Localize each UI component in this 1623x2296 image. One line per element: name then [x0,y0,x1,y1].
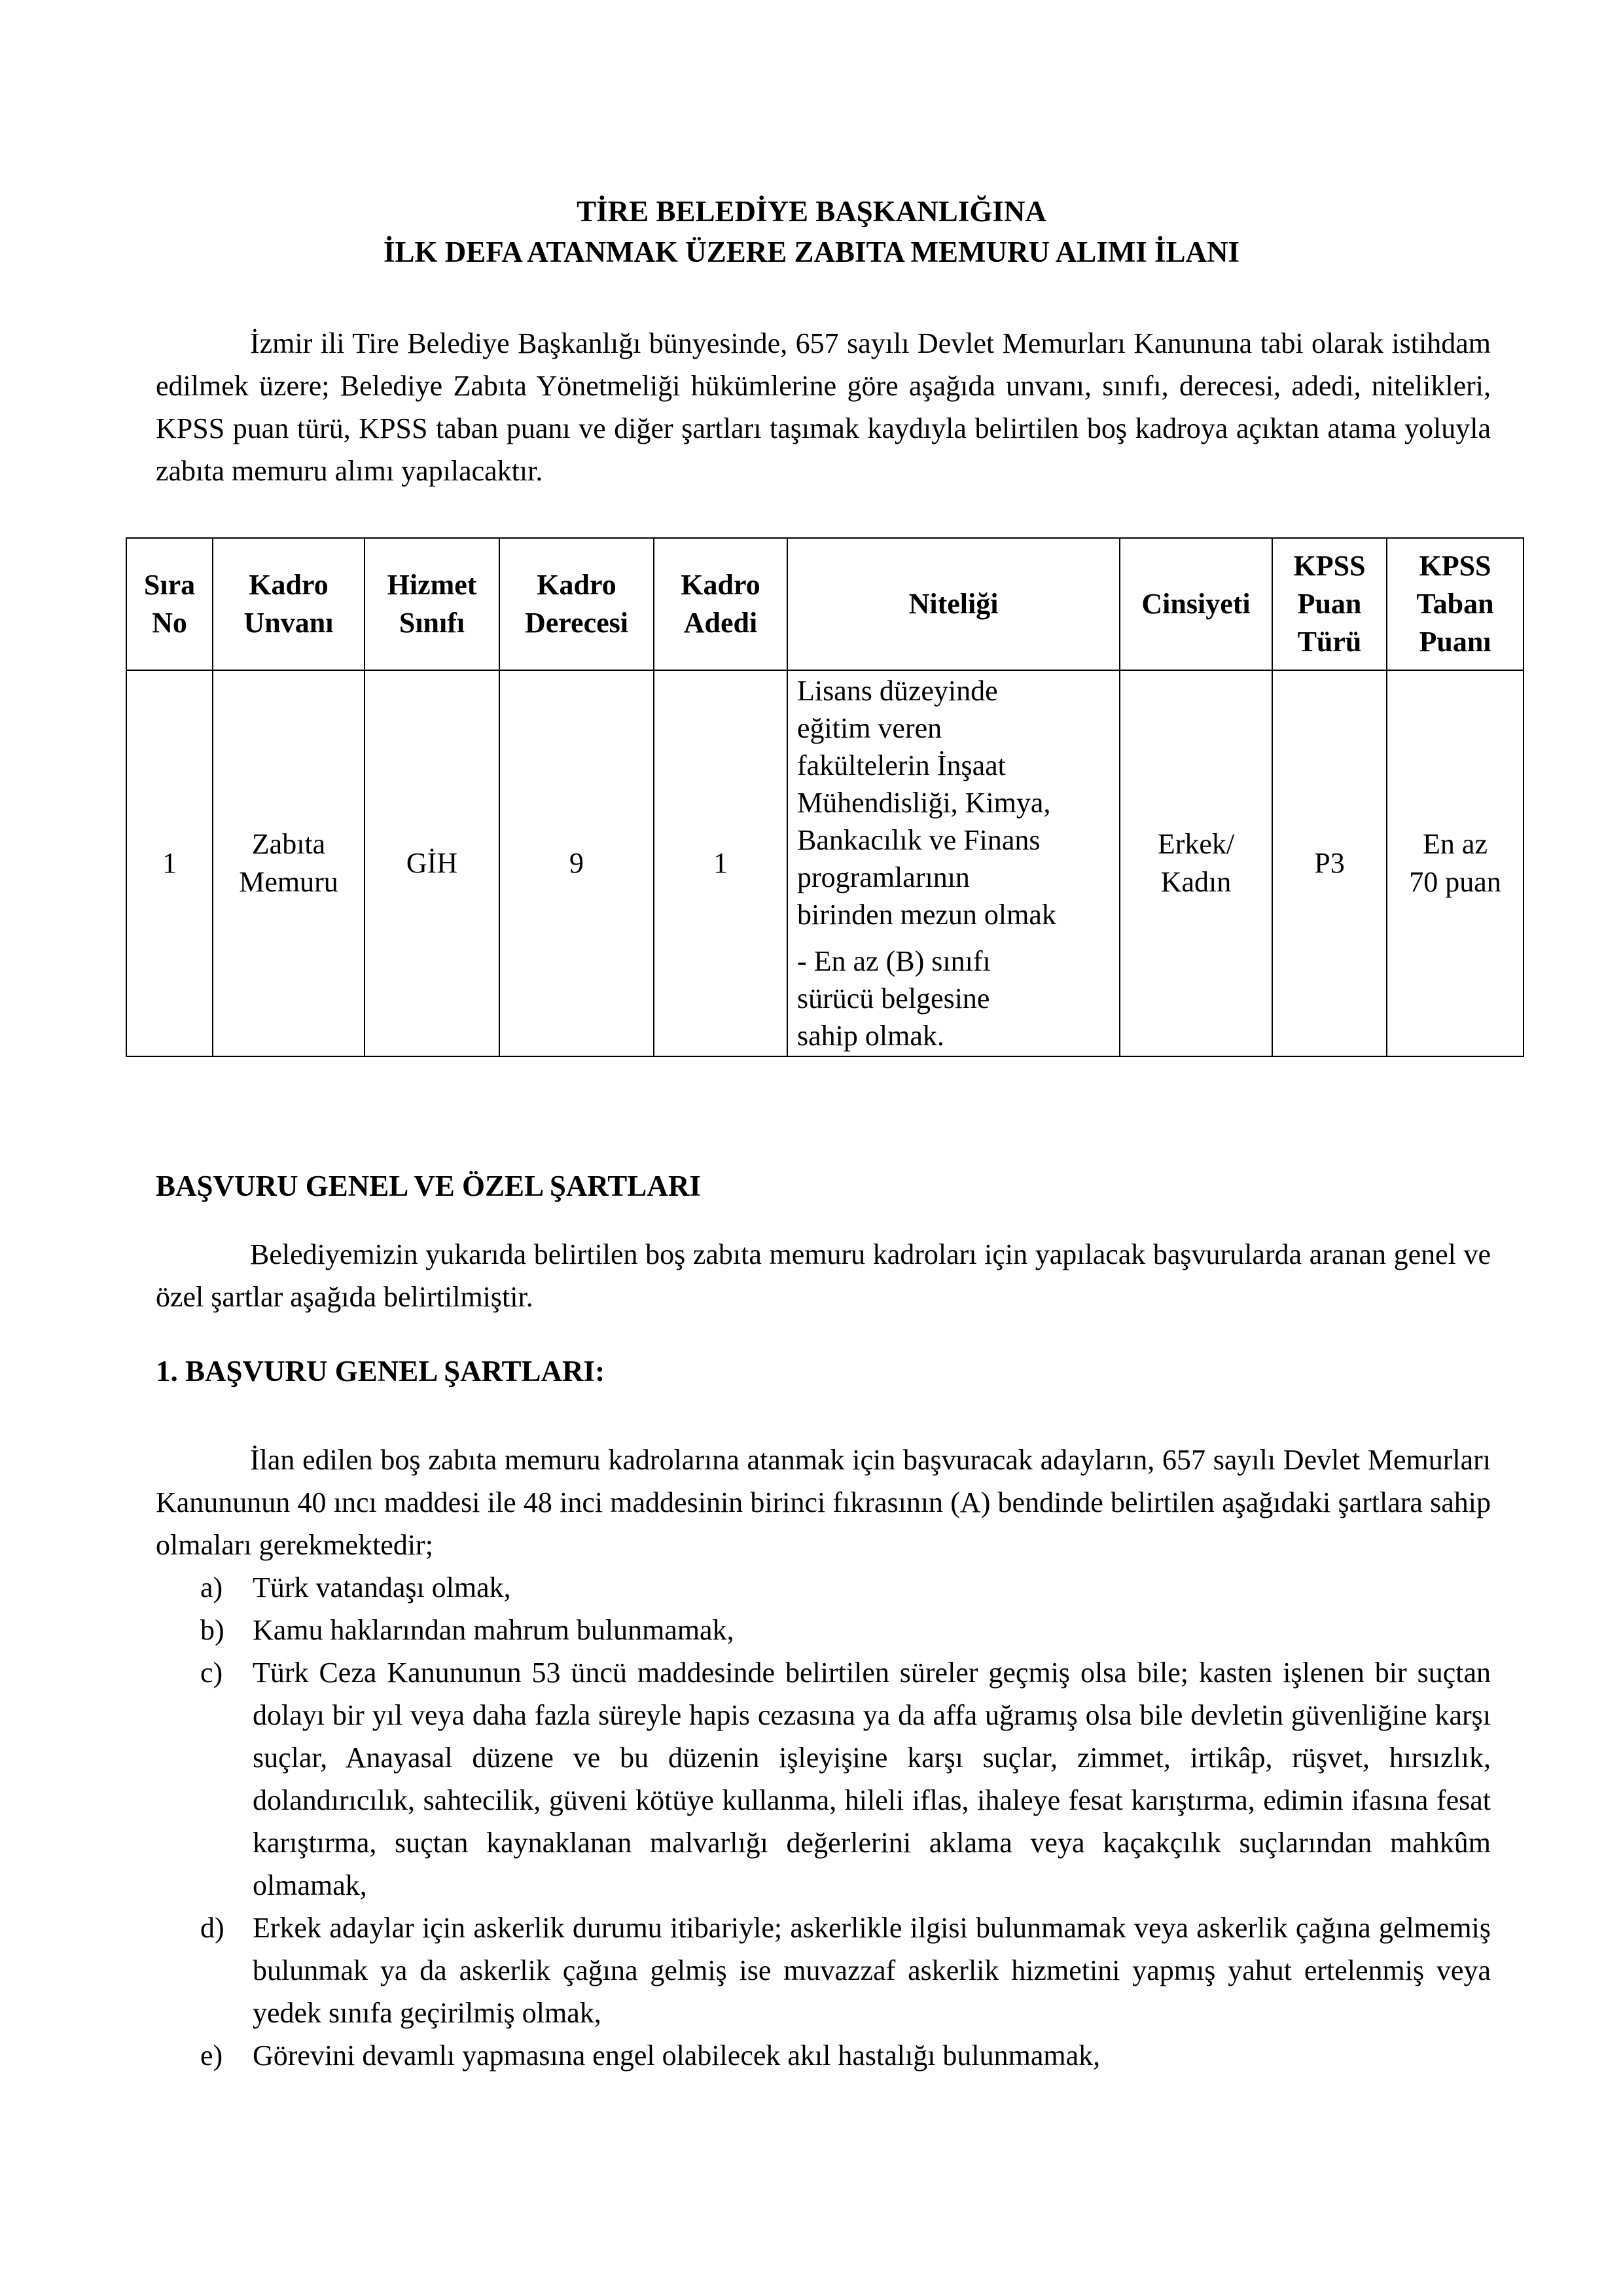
list-item [156,1609,1491,1651]
genel-sartlar-heading: 1. BAŞVURU GENEL ŞARTLARI: [156,1355,605,1388]
table-row [126,670,1524,1056]
list-item [156,1651,1491,1907]
list-item-text: Türk vatandaşı olmak, [253,1571,511,1604]
cell-sira: 1 [126,670,213,1056]
cell-adet: 1 [654,670,787,1056]
header-kpss-puan-turu: KPSS Puan Türü [1272,538,1387,670]
list-item-text: Türk Ceza Kanununun 53 üncü maddesinde belirtilen süreler geçmiş olsa bile; kasten işlenen bir suçtan dolayı bir yıl veya daha fazla süreyle hapis cezasına ya da affa uğramış olsa bile devletin güvenliğine karşı suçlar, Anayasal düzene ve bu düzenin işleyişine karşı suçlar, zimmet, irtikâp, rüşvet, hırsızlık, dolandırıcılık, sahtecilik, güveni kötüye kullanma, hileli iflas, ihaleye fesat karıştırma, edimin ifasına fesat karıştırma, suçtan kaynaklanan malvarlığı değerlerini aklama veya kaçakçılık suçlarından mahkûm olmamak, [253,1657,1491,1901]
header-kadro-unvani: Kadro Unvanı [213,538,365,670]
cell-derece: 9 [499,670,654,1056]
sartlar-list [156,1566,1491,2077]
cell-taban-puan: En az 70 puan [1387,670,1524,1056]
header-kadro-derecesi: Kadro Derecesi [499,538,654,670]
table-header-row [126,538,1524,670]
basvuru-heading: BAŞVURU GENEL VE ÖZEL ŞARTLARI [156,1170,701,1202]
header-cinsiyeti: Cinsiyeti [1120,538,1272,670]
header-hizmet-sinifi: Hizmet Sınıfı [365,538,499,670]
list-item-text: Kamu haklarından mahrum bulunmamak, [253,1614,734,1646]
list-marker: e) [200,2039,223,2072]
intro-paragraph: İzmir ili Tire Belediye Başkanlığı bünyesinde, 657 sayılı Devlet Memurları Kanununa tabi olarak istihdam edilmek üzere; Belediye Zabıta Yönetmeliği hükümlerine göre aşağıda unvanı, sınıfı, derecesi, adedi, nitelikleri, KPSS puan türü, KPSS taban puanı ve diğer şartları taşımak kaydıyla belirtilen boş kadroya açıktan atama yoluyla zabıta memuru alımı yapılacaktır. [156,327,1491,487]
header-kadro-adedi: Kadro Adedi [654,538,787,670]
header-sira-no: Sıra No [126,538,213,670]
list-item-text: Erkek adaylar için askerlik durumu itibariyle; askerlikle ilgisi bulunmamak veya askerlik çağına gelmemiş bulunmak ya da askerlik çağına gelmiş ise muvazzaf askerlik hizmetini yapmış yahut ertelenmiş veya yedek sınıfa geçirilmiş olmak, [253,1912,1491,2029]
list-item [156,1907,1491,2034]
cell-unvan: Zabıta Memuru [213,670,365,1056]
list-marker: c) [200,1657,223,1689]
cell-puan-turu: P3 [1272,670,1387,1056]
header-kpss-taban-puani: KPSS Taban Puanı [1387,538,1524,670]
list-marker: a) [200,1571,223,1604]
list-item [156,1566,1491,1609]
cell-sinif: GİH [365,670,499,1056]
basvuru-paragraph: Belediyemizin yukarıda belirtilen boş zabıta memuru kadroları için yapılacak başvurularda aranan genel ve özel şartlar aşağıda belirtilmiştir. [156,1238,1491,1313]
genel-sartlar-paragraph: İlan edilen boş zabıta memuru kadrolarına atanmak için başvuracak adayların, 657 sayılı Devlet Memurları Kanununun 40 ıncı maddesi ile 48 inci maddesinin birinci fıkrasının (A) bendinde belirtilen aşağıdaki şartlara sahip olmaları gerekmektedir; [156,1444,1491,1561]
kadro-table [126,537,1524,1057]
list-marker: d) [200,1912,224,1944]
header-niteligi: Niteliği [787,538,1120,670]
title-line-2: İLK DEFA ATANMAK ÜZERE ZABITA MEMURU ALIMI İLANI [383,236,1240,268]
title-line-1: TİRE BELEDİYE BAŞKANLIĞINA [577,195,1046,228]
cell-cinsiyet: Erkek/ Kadın [1120,670,1272,1056]
list-marker: b) [200,1614,224,1646]
list-item-text: Görevini devamlı yapmasına engel olabilecek akıl hastalığı bulunmamak, [253,2039,1101,2072]
cell-nitelik: Lisans düzeyinde eğitim veren fakültelerin İnşaat Mühendisliği, Kimya, Bankacılık ve Finans programlarının birinden mezun olmak - En az (B) sınıfı sürücü belgesine sahip olmak. [787,670,1120,1056]
list-item [156,2034,1491,2077]
